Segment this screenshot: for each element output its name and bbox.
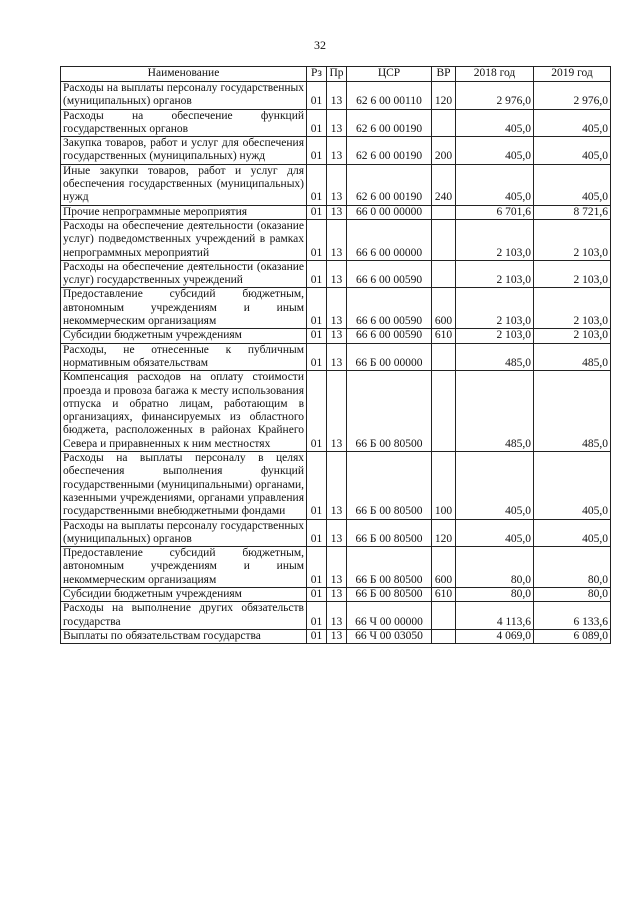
table-row [61,519,611,547]
row-csr: 62 6 00 00190 [347,109,432,137]
table-row [61,288,611,329]
row-pr: 13 [327,205,347,219]
table-row [61,219,611,260]
table-body [61,82,611,644]
table-row [61,587,611,601]
row-2018: 6 701,6 [456,205,534,219]
row-vr [432,371,456,452]
row-vr [432,219,456,260]
row-2018: 405,0 [456,109,534,137]
row-vr [432,343,456,371]
row-vr: 200 [432,137,456,165]
header-csr: ЦСР [347,67,432,82]
row-name: Компенсация расходов на оплату стоимости проезда и провоза багажа к месту использования отпуска и обратно лицам, работающим в организациях, финансируемых из областного бюджета, расположенных в районах Крайнего Севера и приравненных к ним местностях [61,371,307,452]
row-rz: 01 [307,137,327,165]
row-csr: 66 Б 00 80500 [347,547,432,588]
row-2018: 4 069,0 [456,629,534,643]
row-rz: 01 [307,602,327,630]
table-row [61,629,611,643]
row-pr: 13 [327,371,347,452]
table-row [61,329,611,343]
row-vr: 100 [432,452,456,519]
row-rz: 01 [307,205,327,219]
row-2019: 405,0 [534,137,611,165]
row-2019: 405,0 [534,164,611,205]
header-vr: ВР [432,67,456,82]
row-name: Предоставление субсидий бюджетным, автономным учреждениям и иным некоммерческим организациям [61,547,307,588]
row-name: Расходы на обеспечение функций государственных органов [61,109,307,137]
row-2019: 485,0 [534,343,611,371]
row-vr: 120 [432,519,456,547]
row-name: Субсидии бюджетным учреждениям [61,329,307,343]
row-2019: 405,0 [534,109,611,137]
row-2019: 2 103,0 [534,260,611,288]
row-2019: 405,0 [534,452,611,519]
row-vr: 240 [432,164,456,205]
row-name: Расходы на выплаты персоналу в целях обеспечения выполнения функций государственными (муниципальными) органами, казенными учреждениями, органами управления государственными внебюджетными фондами [61,452,307,519]
row-2018: 405,0 [456,519,534,547]
row-2018: 2 103,0 [456,219,534,260]
row-csr: 66 Ч 00 00000 [347,602,432,630]
row-pr: 13 [327,547,347,588]
row-name: Иные закупки товаров, работ и услуг для обеспечения государственных (муниципальных) нужд [61,164,307,205]
table-row [61,164,611,205]
row-2018: 405,0 [456,452,534,519]
row-2018: 2 103,0 [456,329,534,343]
table-row [61,547,611,588]
row-csr: 66 0 00 00000 [347,205,432,219]
row-vr [432,205,456,219]
row-name: Предоставление субсидий бюджетным, автономным учреждениям и иным некоммерческим организациям [61,288,307,329]
page-number: 32 [314,38,326,52]
row-2019: 2 103,0 [534,219,611,260]
row-csr: 62 6 00 00110 [347,82,432,110]
row-rz: 01 [307,164,327,205]
table-row [61,82,611,110]
row-csr: 62 6 00 00190 [347,137,432,165]
row-pr: 13 [327,329,347,343]
row-2018: 80,0 [456,587,534,601]
row-2018: 80,0 [456,547,534,588]
row-rz: 01 [307,288,327,329]
row-rz: 01 [307,587,327,601]
table-row [61,343,611,371]
row-rz: 01 [307,547,327,588]
row-rz: 01 [307,452,327,519]
row-csr: 66 6 00 00590 [347,260,432,288]
row-2019: 8 721,6 [534,205,611,219]
row-2018: 485,0 [456,371,534,452]
row-vr: 610 [432,329,456,343]
row-pr: 13 [327,629,347,643]
row-name: Субсидии бюджетным учреждениям [61,587,307,601]
row-2018: 4 113,6 [456,602,534,630]
row-rz: 01 [307,343,327,371]
row-pr: 13 [327,82,347,110]
row-rz: 01 [307,519,327,547]
row-csr: 66 Б 00 00000 [347,343,432,371]
budget-table [60,66,611,644]
row-pr: 13 [327,109,347,137]
header-2019: 2019 год [534,67,611,82]
row-rz: 01 [307,82,327,110]
row-pr: 13 [327,288,347,329]
row-pr: 13 [327,137,347,165]
table-row [61,371,611,452]
row-rz: 01 [307,219,327,260]
table-row [61,602,611,630]
row-pr: 13 [327,602,347,630]
row-vr: 610 [432,587,456,601]
row-rz: 01 [307,109,327,137]
row-2018: 2 103,0 [456,260,534,288]
row-csr: 62 6 00 00190 [347,164,432,205]
row-2018: 2 976,0 [456,82,534,110]
row-2019: 405,0 [534,519,611,547]
table-row [61,137,611,165]
row-vr [432,629,456,643]
row-2019: 80,0 [534,547,611,588]
row-name: Расходы на обеспечение деятельности (оказание услуг) подведомственных учреждений в рамках непрограммных мероприятий [61,219,307,260]
header-name: Наименование [61,67,307,82]
row-rz: 01 [307,260,327,288]
row-2019: 6 089,0 [534,629,611,643]
row-vr [432,109,456,137]
row-vr [432,260,456,288]
table-header-row [61,67,611,82]
row-name: Расходы, не отнесенные к публичным нормативным обязательствам [61,343,307,371]
row-csr: 66 Б 00 80500 [347,587,432,601]
row-csr: 66 6 00 00590 [347,329,432,343]
row-2019: 2 103,0 [534,288,611,329]
header-rz: Рз [307,67,327,82]
row-name: Выплаты по обязательствам государства [61,629,307,643]
row-rz: 01 [307,329,327,343]
row-name: Прочие непрограммные мероприятия [61,205,307,219]
row-2019: 6 133,6 [534,602,611,630]
row-2018: 485,0 [456,343,534,371]
row-pr: 13 [327,260,347,288]
header-pr: Пр [327,67,347,82]
row-name: Расходы на выплаты персоналу государственных (муниципальных) органов [61,82,307,110]
row-pr: 13 [327,452,347,519]
row-pr: 13 [327,343,347,371]
row-2019: 2 976,0 [534,82,611,110]
row-vr: 120 [432,82,456,110]
row-csr: 66 Б 00 80500 [347,371,432,452]
row-2019: 80,0 [534,587,611,601]
table-row [61,109,611,137]
row-csr: 66 Б 00 80500 [347,519,432,547]
row-rz: 01 [307,371,327,452]
table-row [61,260,611,288]
row-name: Расходы на обеспечение деятельности (оказание услуг) государственных учреждений [61,260,307,288]
row-vr: 600 [432,288,456,329]
row-name: Расходы на выполнение других обязательств государства [61,602,307,630]
row-csr: 66 6 00 00590 [347,288,432,329]
row-csr: 66 Б 00 80500 [347,452,432,519]
row-name: Закупка товаров, работ и услуг для обеспечения государственных (муниципальных) нужд [61,137,307,165]
row-pr: 13 [327,164,347,205]
row-2018: 405,0 [456,137,534,165]
row-csr: 66 6 00 00000 [347,219,432,260]
row-pr: 13 [327,519,347,547]
table-row [61,205,611,219]
row-rz: 01 [307,629,327,643]
row-2018: 2 103,0 [456,288,534,329]
table-row [61,452,611,519]
row-pr: 13 [327,587,347,601]
row-vr [432,602,456,630]
row-2018: 405,0 [456,164,534,205]
row-csr: 66 Ч 00 03050 [347,629,432,643]
row-2019: 2 103,0 [534,329,611,343]
row-pr: 13 [327,219,347,260]
row-2019: 485,0 [534,371,611,452]
row-name: Расходы на выплаты персоналу государственных (муниципальных) органов [61,519,307,547]
row-vr: 600 [432,547,456,588]
header-2018: 2018 год [456,67,534,82]
